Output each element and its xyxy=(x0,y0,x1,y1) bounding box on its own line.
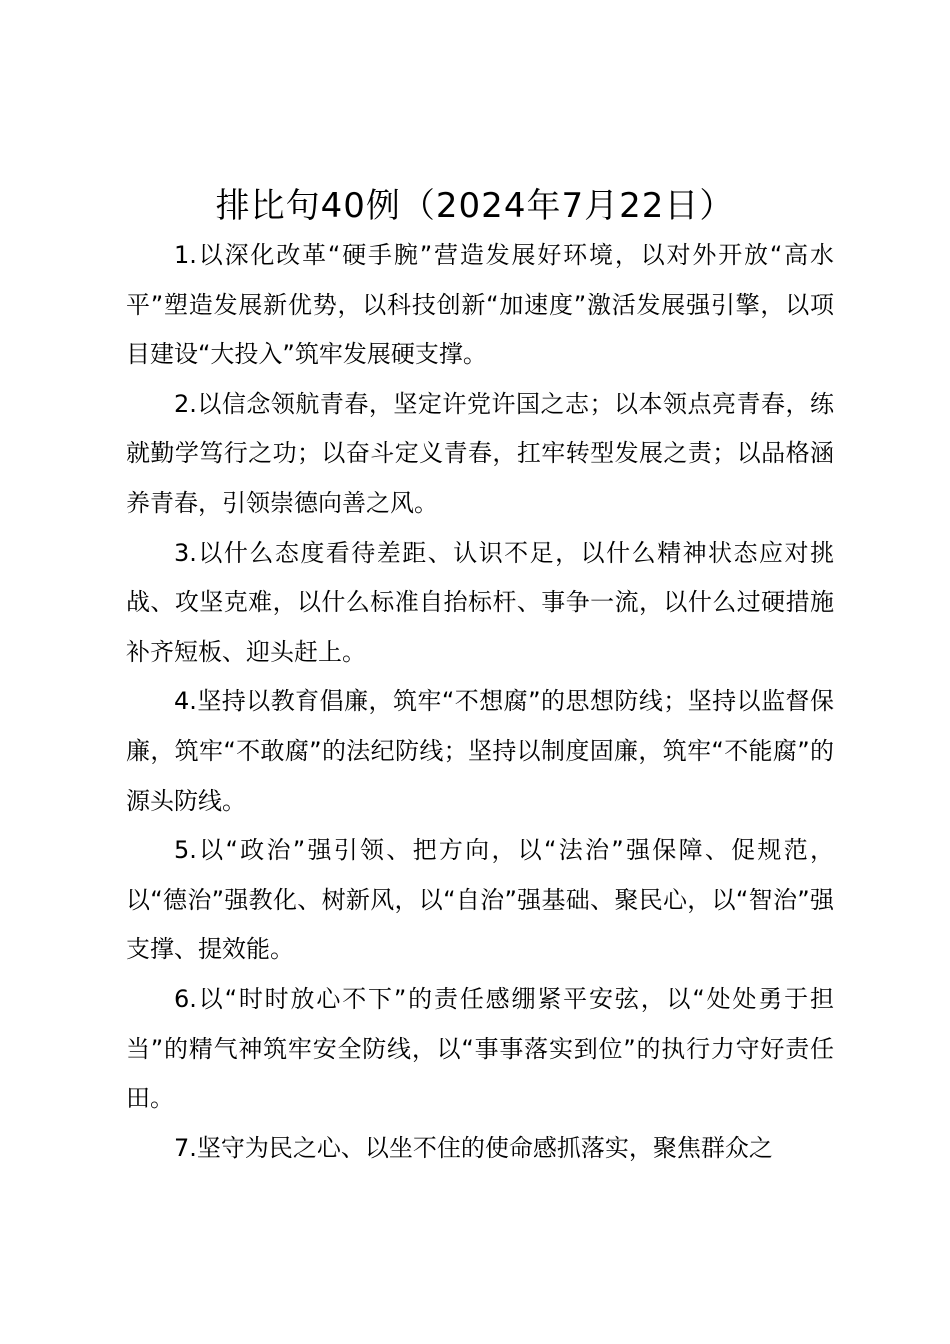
paragraph-7: 7.坚守为民之心、以坐不住的使命感抓落实，聚焦群众之 xyxy=(174,1133,773,1162)
paragraph-1: 1.以深化改革“硬手腕”营造发展好环境，以对外开放“高水平”塑造发展新优势，以科技创新“加速度”激活发展强引擎，以项目建设“大投入”筑牢发展硬支撑。 xyxy=(126,241,834,369)
paragraph-5: 5.以“政治”强引领、把方向，以“法治”强保障、促规范，以“德治”强教化、树新风，以“自治”强基础、聚民心，以“智治”强支撑、提效能。 xyxy=(126,836,834,964)
paragraph-3: 3.以什么态度看待差距、认识不足，以什么精神状态应对挑战、攻坚克难，以什么标准自抬标杆、事争一流，以什么过硬措施补齐短板、迎头赶上。 xyxy=(126,538,834,666)
document-title: 排比句40例（2024年7月22日） xyxy=(215,186,735,226)
document-body xyxy=(126,231,834,1173)
paragraph-6: 6.以“时时放心不下”的责任感绷紧平安弦，以“处处勇于担当”的精气神筑牢安全防线，以“事事落实到位”的执行力守好责任田。 xyxy=(126,984,834,1113)
paragraph-2: 2.以信念领航青春，坚定许党许国之志；以本领点亮青春，练就勤学笃行之功；以奋斗定义青春，扛牢转型发展之责；以品格涵养青春，引领崇德向善之风。 xyxy=(126,389,834,517)
paragraph-4: 4.坚持以教育倡廉，筑牢“不想腐”的思想防线；坚持以监督保廉，筑牢“不敢腐”的法纪防线；坚持以制度固廉，筑牢“不能腐”的源头防线。 xyxy=(126,687,834,815)
